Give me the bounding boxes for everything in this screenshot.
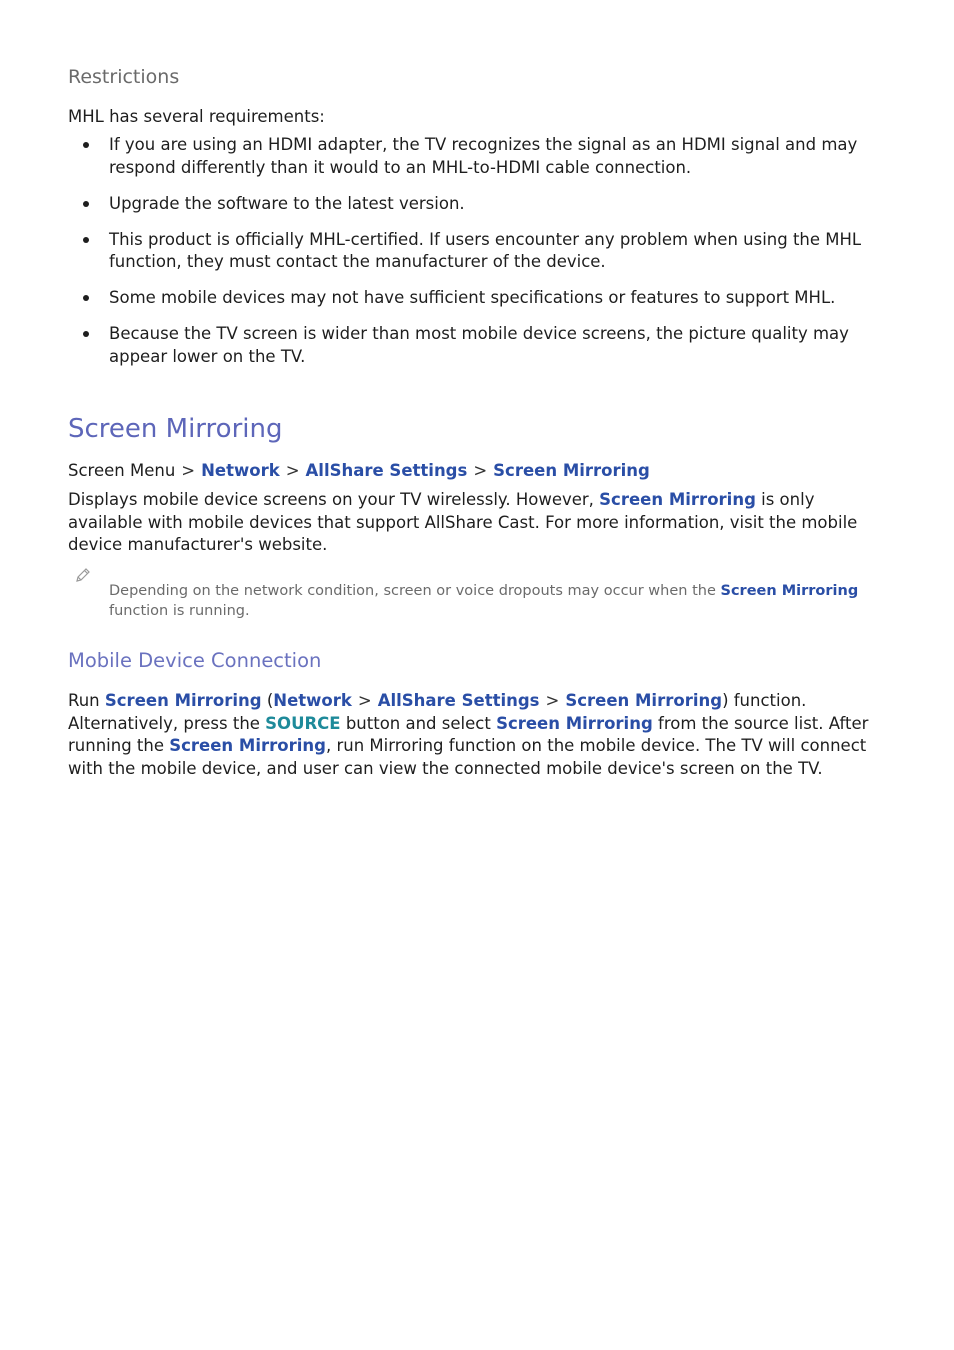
- text-part: button and select: [340, 713, 497, 733]
- list-item-text: Upgrade the software to the latest version.: [109, 193, 465, 213]
- note-part: Depending on the network condition, screen or voice dropouts may occur when the: [109, 582, 721, 599]
- list-item: [68, 134, 880, 179]
- breadcrumb-screen-mirroring-link[interactable]: Screen Mirroring: [493, 461, 650, 480]
- screen-mirroring-link[interactable]: Screen Mirroring: [599, 490, 756, 509]
- breadcrumb-separator: >: [285, 461, 300, 480]
- restrictions-intro: MHL has several requirements:: [68, 107, 325, 126]
- mobile-connection-text: [68, 690, 880, 780]
- bullet-icon: [83, 295, 89, 301]
- note-screen-mirroring-link[interactable]: Screen Mirroring: [720, 582, 859, 599]
- screen-mirroring-description: [68, 489, 880, 557]
- path-separator: >: [545, 691, 560, 710]
- breadcrumb-separator: >: [181, 461, 196, 480]
- screen-mirroring-link[interactable]: Screen Mirroring: [169, 736, 326, 755]
- bullet-icon: [83, 201, 89, 207]
- text-part: ) function. Alternatively, press the: [68, 691, 807, 733]
- breadcrumb-network-link[interactable]: Network: [201, 461, 280, 480]
- bullet-icon: [83, 142, 89, 148]
- list-item-text: If you are using an HDMI adapter, the TV recognizes the signal as an HDMI signal and may respond differently than it would to an MHL-to-HDMI cable connection.: [109, 135, 858, 177]
- breadcrumb-separator: >: [473, 461, 488, 480]
- restrictions-list: [68, 134, 880, 382]
- screen-mirroring-link[interactable]: Screen Mirroring: [496, 713, 653, 733]
- breadcrumb-allshare-link[interactable]: AllShare Settings: [305, 461, 468, 480]
- breadcrumb-root: Screen Menu: [68, 461, 176, 480]
- desc-text: is only available with mobile devices that support AllShare Cast. For more information, visit the mobile device manufacturer's website.: [68, 490, 858, 554]
- list-item: [68, 193, 880, 216]
- bullet-icon: [83, 331, 89, 337]
- screen-mirroring-heading: Screen Mirroring: [68, 414, 283, 444]
- path-separator: >: [357, 691, 372, 710]
- desc-text: Displays mobile device screens on your TV wirelessly. However,: [68, 490, 600, 509]
- screen-mirroring-link[interactable]: Screen Mirroring: [565, 691, 723, 710]
- mobile-connection-heading: Mobile Device Connection: [68, 649, 322, 672]
- list-item-text: This product is officially MHL-certified. If users encounter any problem when using the MHL function, they must contact the manufacturer of the device.: [109, 229, 862, 271]
- list-item-text: Because the TV screen is wider than most mobile device screens, the picture quality may appear lower on the TV.: [109, 324, 849, 366]
- list-item: [68, 287, 880, 310]
- bullet-icon: [83, 237, 89, 243]
- note-text: [109, 581, 879, 621]
- text-part: from the source list. After running the: [68, 713, 869, 755]
- pencil-note-icon: [74, 566, 92, 584]
- list-item-text: Some mobile devices may not have sufficient specifications or features to support MHL.: [109, 288, 836, 307]
- text-part: Run: [68, 691, 105, 710]
- text-part: (: [261, 691, 274, 710]
- allshare-settings-link[interactable]: AllShare Settings: [377, 691, 540, 710]
- list-item: [68, 229, 880, 274]
- source-button-label: SOURCE: [265, 713, 341, 733]
- network-link[interactable]: Network: [273, 691, 352, 710]
- note-part: function is running.: [109, 602, 250, 619]
- menu-path-breadcrumb: [68, 460, 650, 483]
- screen-mirroring-link[interactable]: Screen Mirroring: [104, 691, 262, 710]
- list-item: [68, 323, 880, 368]
- text-part: , run Mirroring function on the mobile device. The TV will connect with the mobile device, and user can view the connected mobile device's screen on the TV.: [68, 736, 867, 778]
- restrictions-heading: Restrictions: [68, 66, 180, 88]
